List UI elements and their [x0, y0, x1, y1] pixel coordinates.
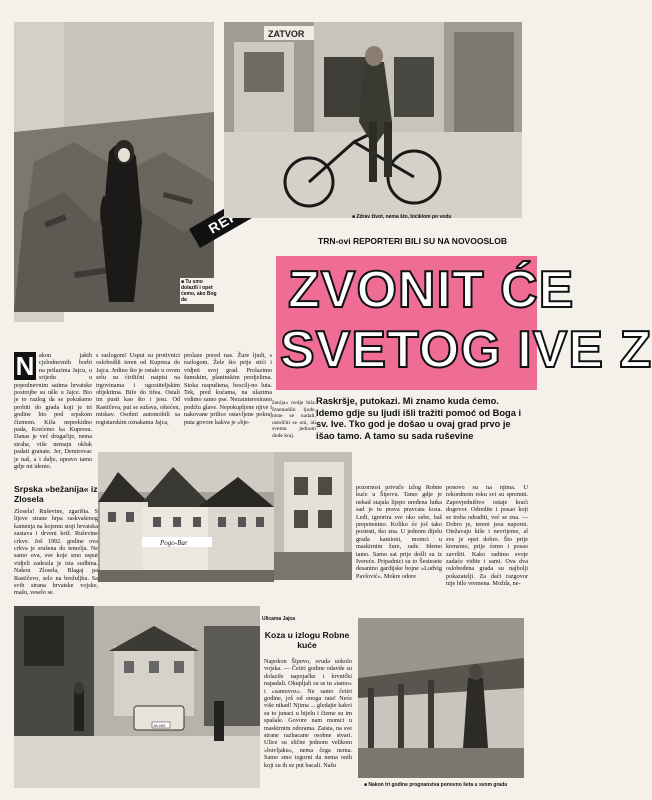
photo-old-town	[98, 452, 274, 582]
koza-text	[264, 658, 352, 792]
body-column-1	[14, 351, 92, 471]
headline-box	[276, 256, 652, 390]
body-column-3	[184, 352, 272, 452]
body-column-4-text: žanija« ovdje bila. Iznenadilo ljude, niste se nadali, ustolčiti se oni, ali svemu jednom dođe kraj.	[272, 400, 316, 439]
shop-sign: Pogo-Bar	[160, 539, 188, 547]
old-town-image	[98, 452, 274, 582]
bicycle-image	[224, 22, 522, 218]
middle-column-2-text: ponovo su na njima. U rekordnom roku svi su spremni. Zapovjedništvo ostaje kraći dogovor. Odredite i posao koji se treba odraditi, već se zna. — Dobro je, tereni jesu naporni. Otežavaju kiše i nevrijeme, al sve je opet dobro. Što prije krenemo, prije ćemo i posao završiti. Kako radimo svoje zadaće vidite i sami. Ova dva oslobođena grada su najbolji pokazatelji. Za daći razgovor nije bilo vremena. Možda, ne-	[446, 484, 528, 588]
subhead-zlosela: Srpska »bežanija« iz Zlosela	[14, 484, 98, 504]
middle-column-1-text: pozornost privuče izlog Robne kuće u Šipovu. Tamo gdje je nekad stajala lijepo uređena lutka sad je tu prava pravcata koza. Leđi, ignorira sve oko sebe, baš prepotentno. Koliko će još tako postrati, tko zna. U jednom dijelu grada kamioni, momci u maskirnim žure, rade. Idemo tamo. Samo sat prije došli su iz Ivereće. Pripadnici su to Šestesete desantno gardijske bojne »Ludvig Pavlović«. Mokre odore	[356, 484, 442, 580]
body-column-4	[272, 400, 316, 452]
license-plate: JA 453	[153, 723, 166, 728]
body-column-1-text: akon jakih cjelodnevnih borbi na prilazima Jajcu, u srijedu u popodnevnim satima hrvatske postrojbe su ušle u Jajce. Bio je to razlog da se pokušamo probiti do grada koji je tri godine bio pod srpskom čizmom. Kiša neprekidno pada, Krećemo ka Kupresu. Danas je već drugačije, nema straha, više nemaju okluk padati granate. Jer, Demirovac je naš, a i dalje, upravo tamo gdje mi idemo.	[14, 352, 92, 471]
headline-line2: SVETOG IVE Z	[280, 321, 652, 379]
station-image	[358, 618, 524, 778]
middle-column-2	[446, 484, 528, 604]
body-column-2-text: s razlogom! Usput su protivnici oslobodili teren od Kupresa do Jajca. Jedino što je ostalo u ovom selu su ćirilični natpisi na trgovinama i ugostiteljskim objektima. Bife do tifea. Ostali im pusti kao što i jesu. Od Rastičeva, put se sužava, oštećen, miskav. Osobni automobili sa registarskim oznakama Jajca,	[96, 352, 180, 426]
middle-column-1	[356, 484, 442, 604]
caption-nun: ■ Tu smo dolazili i opet ćemo, ako Bog da	[180, 278, 220, 304]
body-column-2	[96, 352, 180, 452]
photo-bicycle	[224, 22, 522, 218]
nun-ruins-image	[14, 22, 214, 312]
gate-sign: ZATVOR	[268, 29, 305, 39]
caption-station: ■ Nakon tri godine prognanstva ponovno šeta u svom gradu	[364, 782, 508, 788]
photo-damaged-building	[274, 452, 352, 580]
street-image	[14, 606, 260, 788]
zlosela-text	[14, 508, 98, 604]
photo-street	[14, 606, 260, 788]
series-banner-text: TRN-ovi REPORTERI BILI SU NA NOVOOSLOB	[318, 236, 508, 246]
headline-line1: ZVONIT ĆE	[288, 261, 575, 319]
caption-bicycle: ■ Zdrav život, nema što, biciklom po vodu	[352, 214, 452, 220]
subhead-koza: Koza u izlogu Robne kuće	[264, 630, 350, 650]
zlosela-text-body: Zlosela! Ruševine, zgarišta. S lijeve strane hrpa raskvašenog kamenja na kojemu stoji hrvatska zastava i drveni križ. Ruševine crkve. Još 1992. godine ova crkva je srušena do temelja. Ne samo ova, sve koje smo usput vidjeli zadesila je ista sudbina. Nakon Zlosela, Blagaj pa Rastičevo, selo na brežuljku. Sa svih strana hrvatske vojske, mašu, veselo se.	[14, 508, 98, 597]
series-banner	[318, 236, 537, 248]
caption-street: Ulicama Jajca	[262, 616, 296, 622]
photo-station	[358, 618, 524, 778]
lead-paragraph: Raskršje, putokazi. Mi znamo kuda ćemo. Idemo gdje su ljudi išli tražiti pomoć od Boga i sv. Ive. Tko god je došao u ovaj grad prvo je išao tamo. A tamo su sada ruševine	[316, 396, 522, 441]
photo-nun-ruins	[14, 22, 214, 312]
drop-cap: N	[15, 351, 35, 381]
koza-text-body: Napokon Šipovo, svuda uokolo vojska. — Četiri godine odavde su dolazile napojačke i krvnički napadali. Okupljali su se tu »tamo« i »samovoz«. Ne samo četiri godine, još od onoga rata! Neće više nikad! Njima ... gledajte kakvi su to junaci u bijelu i čizme su im spašale. Govore nam momci u maskirnim odorama. Zaista, na sve strane razbacane osobne stvari. Ulice su slične jednom velikom »buvljaku«, nema čega nema. Samo smo izgorni da nema onih koji su ih uz put bacali. Našu	[264, 658, 352, 769]
body-column-3-text: prolaze pored nas. Žure ljudi, s razlogom. Žele što prije stići i vidjeti svoj grad. Prolazimo šumskim, planinskim predjelima. Stoka raspuštena, bescilj-no luta. Tek, pred kućama, na ulazima vidimo samo pse. Nezainteresirano podižu glave. Nepokupljene njive i nakovane prilice ostavljene pokraj puta govore kakva je »bje-	[184, 352, 272, 426]
damaged-building-image	[274, 452, 352, 580]
